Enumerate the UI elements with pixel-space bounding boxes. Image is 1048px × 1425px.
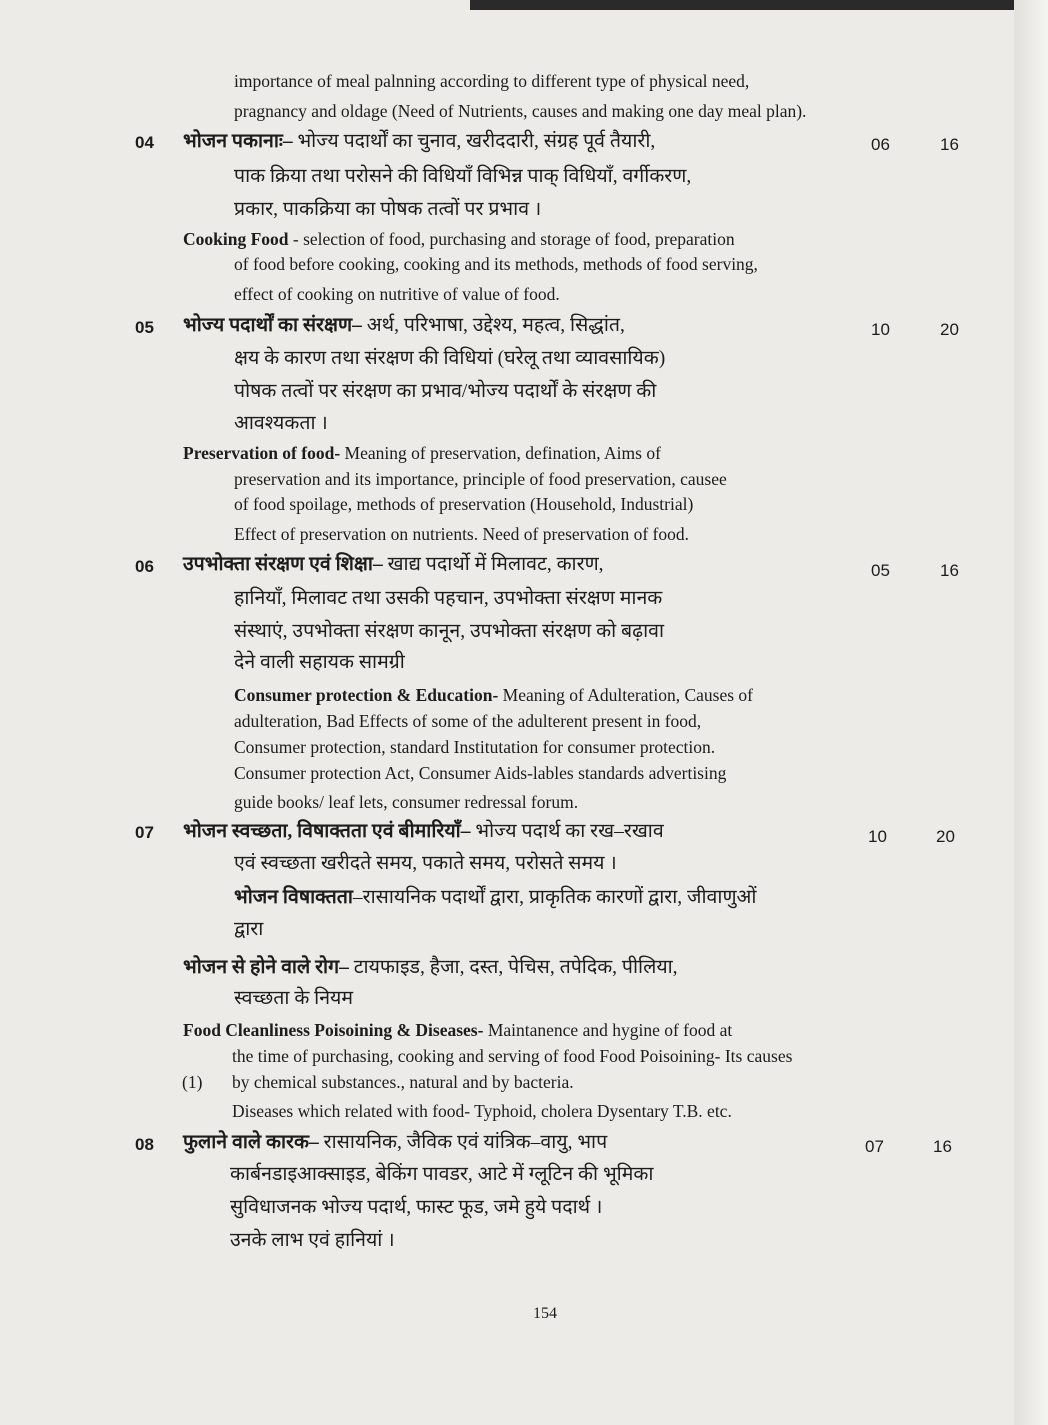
unit-english-title: Preservation of food- (183, 443, 341, 463)
unit-english-line: adulteration, Bad Effects of some of the adulterent present in food, (234, 711, 702, 731)
unit-english-title: Food Cleanliness Poisoining & Diseases- (183, 1020, 484, 1040)
unit-hindi-title: फुलाने वाले कारक– (183, 1132, 319, 1153)
marks-b: 16 (940, 135, 959, 154)
unit-hindi-line: पोषक तत्वों पर संरक्षण का प्रभाव/भोज्य पदार्थों के संरक्षण की (234, 381, 657, 402)
unit-hindi-line: भोज्य पदार्थों का संरक्षण– अर्थ, परिभाषा, उद्देश्य, महत्व, सिद्धांत, (183, 315, 625, 336)
unit-number: 04 (135, 133, 154, 152)
unit-hindi-line: सुविधाजनक भोज्य पदार्थ, फास्ट फूड, जमे हुये पदार्थ । (230, 1197, 603, 1218)
page-number: 154 (533, 1305, 557, 1322)
unit-hindi-line: द्वारा (234, 919, 264, 940)
unit-hindi-line: हानियाँ, मिलावट तथा उसकी पहचान, उपभोक्ता संरक्षण मानक (234, 588, 663, 609)
marks-a: 10 (871, 320, 890, 339)
unit-hindi-line: संस्थाएं, उपभोक्ता संरक्षण कानून, उपभोक्ता संरक्षण को बढ़ावा (234, 621, 665, 642)
unit-hindi-line: आवश्यकता । (234, 413, 328, 434)
marks-a: 05 (871, 561, 890, 580)
intro-line: pragnancy and oldage (Need of Nutrients, causes and making one day meal plan). (234, 101, 807, 121)
unit-hindi-line: उनके लाभ एवं हानियां । (230, 1230, 395, 1251)
unit-english-line: effect of cooking on nutritive of value of food. (234, 284, 560, 304)
unit-english-line: of food before cooking, cooking and its methods, methods of food serving, (234, 254, 758, 274)
unit-hindi-line: भोजन पकानाः– भोज्य पदार्थों का चुनाव, खरीददारी, संग्रह पूर्व तैयारी, (183, 131, 656, 152)
unit-english-line: by chemical substances., natural and by bacteria. (232, 1072, 574, 1092)
unit-hindi-title: भोजन स्वच्छता, विषाक्तता एवं बीमारियाँ– (183, 821, 471, 842)
marks-a: 07 (865, 1137, 884, 1156)
unit-hindi-title: भोजन पकानाः– (183, 131, 293, 152)
unit-english-title: Cooking Food (183, 229, 289, 249)
marks-a: 10 (868, 827, 887, 846)
unit-english-line: Preservation of food- Meaning of preservation, defination, Aims of (183, 443, 661, 463)
side-marker: (1) (182, 1072, 203, 1092)
unit-english-title: Consumer protection & Education- (234, 685, 499, 705)
unit-english-line: Food Cleanliness Poisoining & Diseases- Maintanence and hygine of food at (183, 1020, 733, 1040)
unit-english-line: Effect of preservation on nutrients. Need of preservation of food. (234, 524, 690, 544)
unit-hindi-title: भोज्य पदार्थों का संरक्षण– (183, 315, 362, 336)
unit-english-line: Diseases which related with food- Typhoid, cholera Dysentary T.B. etc. (232, 1101, 732, 1121)
marks-b: 20 (940, 320, 959, 339)
unit-hindi-line: क्षय के कारण तथा संरक्षण की विधियां (घरेलू तथा व्यावसायिक) (234, 348, 666, 369)
unit-hindi-line: भोजन से होने वाले रोग– टायफाइड, हैजा, दस्त, पेचिस, तपेदिक, पीलिया, (183, 957, 678, 978)
unit-hindi-line: कार्बनडाइआक्साइड, बेकिंग पावडर, आटे में ग्लूटिन की भूमिका (230, 1164, 654, 1185)
page-edge-shadow (1014, 0, 1048, 1425)
unit-hindi-line: भोजन स्वच्छता, विषाक्तता एवं बीमारियाँ– भोज्य पदार्थ का रख–रखाव (183, 821, 664, 842)
marks-b: 16 (940, 561, 959, 580)
unit-number: 06 (135, 557, 154, 576)
unit-hindi-line: एवं स्वच्छता खरीदते समय, पकाते समय, परोसते समय । (234, 853, 617, 874)
unit-english-line: Consumer protection, standard Institutation for consumer protection. (234, 737, 716, 757)
unit-english-line: of food spoilage, methods of preservation (Household, Industrial) (234, 494, 694, 514)
unit-english-line: preservation and its importance, principle of food preservation, causee (234, 469, 727, 489)
unit-english-line: Consumer protection & Education- Meaning of Adulteration, Causes of (234, 685, 753, 705)
scan-edge (470, 0, 1048, 10)
unit-hindi-line: प्रकार, पाकक्रिया का पोषक तत्वों पर प्रभाव । (234, 199, 542, 220)
marks-b: 20 (936, 827, 955, 846)
unit-hindi-line: फुलाने वाले कारक– रासायनिक, जैविक एवं यांत्रिक–वायु, भाप (183, 1132, 608, 1153)
unit-english-line: guide books/ leaf lets, consumer redressal forum. (234, 792, 579, 812)
unit-hindi-line: स्वच्छता के नियम (234, 988, 354, 1009)
unit-english-line: the time of purchasing, cooking and serving of food Food Poisoining- Its causes (232, 1046, 793, 1066)
unit-english-line: Consumer protection Act, Consumer Aids-lables standards advertising (234, 763, 727, 783)
diseases-title: भोजन से होने वाले रोग– (183, 957, 349, 978)
unit-number: 05 (135, 318, 154, 337)
unit-hindi-line: पाक क्रिया तथा परोसने की विधियाँ विभिन्न पाक् विधियाँ, वर्गीकरण, (234, 166, 692, 187)
intro-line: importance of meal palnning according to different type of physical need, (234, 71, 750, 91)
unit-number: 08 (135, 1135, 154, 1154)
unit-number: 07 (135, 823, 154, 842)
poisoning-title: भोजन विषाक्तता (234, 887, 353, 908)
unit-hindi-line: उपभोक्ता संरक्षण एवं शिक्षा– खाद्य पदार्थो में मिलावट, कारण, (183, 554, 604, 575)
unit-hindi-line: भोजन विषाक्तता–रासायनिक पदार्थों द्वारा, प्राकृतिक कारणों द्वारा, जीवाणुओं (234, 887, 757, 908)
marks-a: 06 (871, 135, 890, 154)
unit-english-line: Cooking Food - selection of food, purchasing and storage of food, preparation (183, 229, 735, 249)
marks-b: 16 (933, 1137, 952, 1156)
unit-hindi-line: देने वाली सहायक सामग्री (234, 652, 405, 673)
unit-hindi-title: उपभोक्ता संरक्षण एवं शिक्षा– (183, 554, 383, 575)
